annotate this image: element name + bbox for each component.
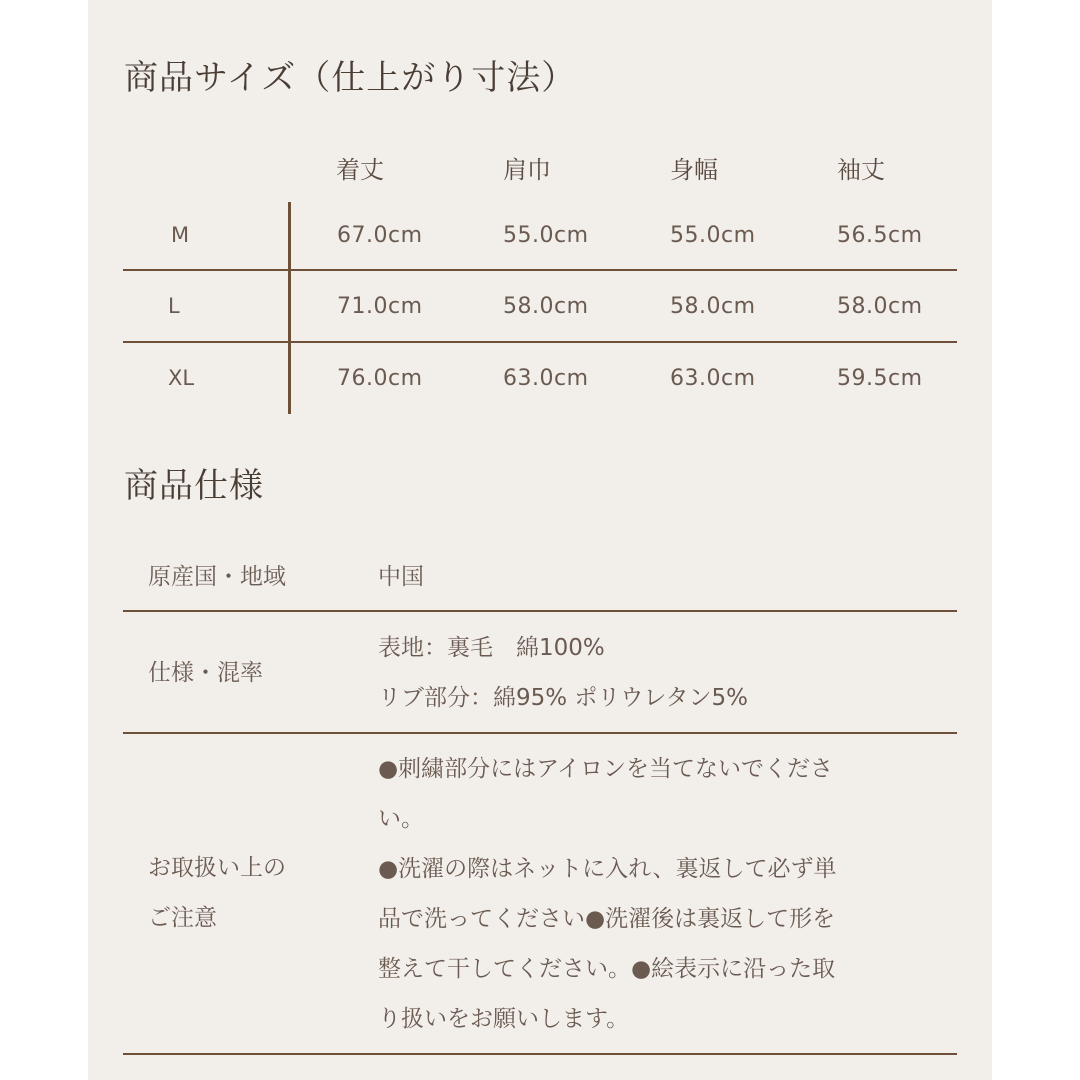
column-header-length: 着丈 [336, 156, 384, 184]
care-note-line: ●刺繍部分にはアイロンを当てないでくださ [378, 756, 833, 782]
care-note-line: ●洗濯の際はネットに入れ、裏返して必ず単 [378, 856, 837, 882]
table-cell: 63.0cm [670, 366, 756, 391]
size-section-title: 商品サイズ（仕上がり寸法） [124, 58, 577, 98]
spec-row-divider [123, 610, 957, 612]
table-cell: 71.0cm [337, 294, 423, 319]
column-header-width: 身幅 [670, 156, 718, 184]
table-cell: 55.0cm [503, 223, 589, 248]
care-label-line: お取扱い上の [148, 855, 286, 881]
size-label-m: M [171, 223, 190, 247]
table-cell: 67.0cm [337, 223, 423, 248]
table-cell: 55.0cm [670, 223, 756, 248]
care-note-line: り扱いをお願いします。 [378, 1006, 630, 1032]
size-label-xl: XL [168, 366, 195, 390]
table-vertical-divider [288, 202, 291, 414]
column-header-sleeve: 袖丈 [837, 156, 885, 184]
table-cell: 76.0cm [337, 366, 423, 391]
care-notes [378, 744, 948, 1044]
care-note-line: い。 [378, 806, 424, 832]
spec-section-title: 商品仕様 [124, 466, 264, 506]
origin-label: 原産国・地域 [148, 564, 286, 590]
care-note-line: 整えて干してください。●絵表示に沿った取 [378, 956, 836, 982]
table-row-divider [123, 269, 957, 271]
table-cell: 56.5cm [837, 223, 923, 248]
table-cell: 63.0cm [503, 366, 589, 391]
spec-row-divider [123, 732, 957, 734]
table-cell: 58.0cm [503, 294, 589, 319]
table-cell: 59.5cm [837, 366, 923, 391]
table-cell: 58.0cm [837, 294, 923, 319]
material-line: リブ部分：綿95% ポリウレタン5% [378, 685, 748, 711]
material-line: 表地：裏毛 綿100% [378, 635, 605, 661]
care-note-line: 品で洗ってください●洗濯後は裏返して形を [378, 906, 836, 932]
material-value [378, 623, 948, 723]
table-row-divider [123, 341, 957, 343]
care-label-line: ご注意 [148, 905, 217, 931]
size-label-l: L [168, 294, 180, 318]
table-cell: 58.0cm [670, 294, 756, 319]
column-header-shoulder: 肩巾 [503, 156, 551, 184]
material-label: 仕様・混率 [148, 660, 263, 686]
care-label [148, 843, 286, 943]
spec-row-divider [123, 1053, 957, 1055]
origin-value: 中国 [378, 564, 424, 590]
